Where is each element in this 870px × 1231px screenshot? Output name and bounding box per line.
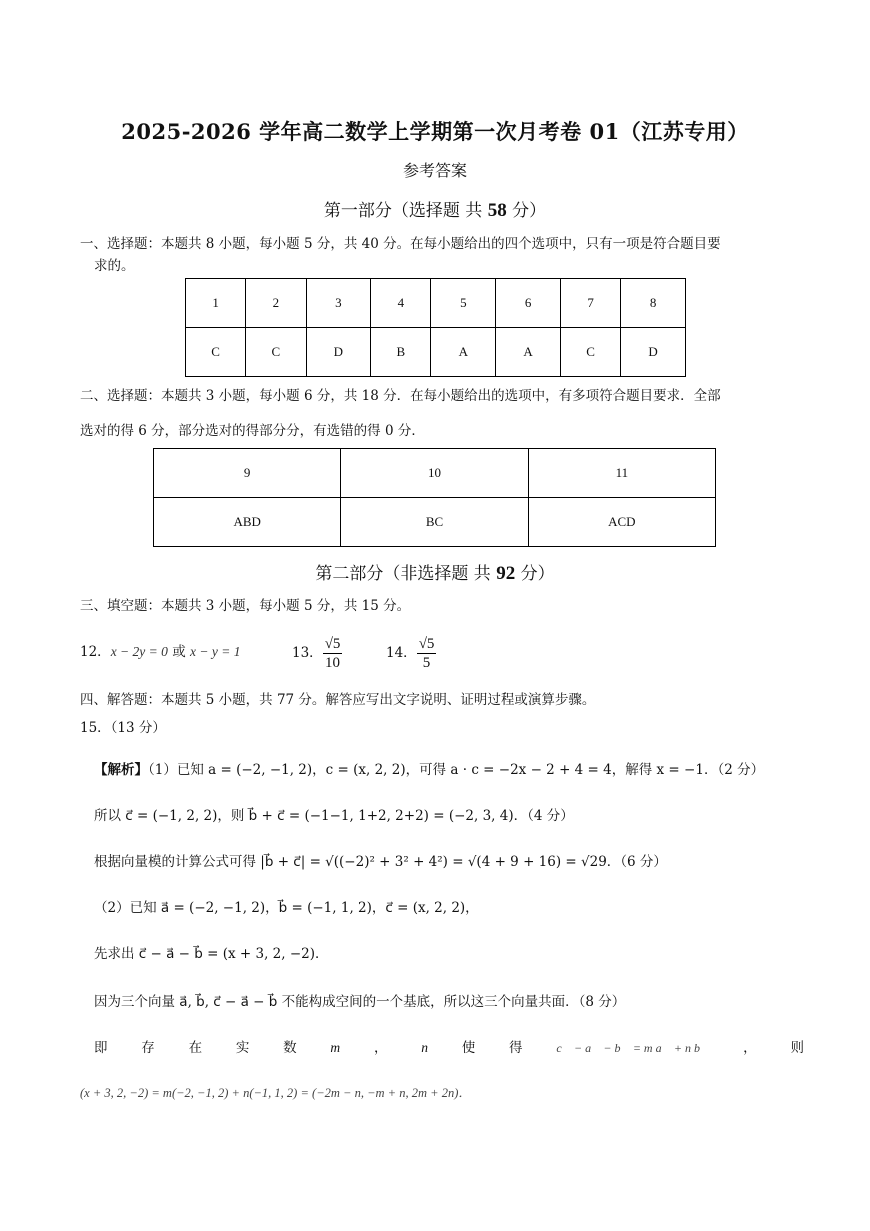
q12-answer: [80, 642, 240, 662]
q12-label: 12．: [80, 644, 111, 660]
table-cell: ACD: [528, 498, 715, 547]
section4-instruction: 四、解答题：本题共 5 小题，共 77 分。解答应写出文字说明、证明过程或演算步骤。: [80, 692, 596, 708]
part2-heading-pre: 第二部分（非选择题 共: [315, 564, 497, 584]
table-cell: A: [496, 328, 561, 377]
solution-word: ，: [373, 1040, 388, 1056]
solution-line-1-text: （1）已知 a = (−2, −1, 2)，c = (x, 2, 2)，可得 a · c = −2x − 2 + 4 = 4，解得 x = −1．（2 分）: [148, 762, 765, 778]
solution-word: 存: [141, 1040, 155, 1056]
q13-label: 13．: [292, 645, 323, 661]
table-cell: D: [306, 328, 371, 377]
table-cell: ABD: [154, 498, 341, 547]
table-cell: C: [560, 328, 620, 377]
q12-or: 或: [167, 644, 190, 660]
part1-heading-post: 分）: [506, 201, 547, 221]
table-row-answers: [186, 328, 686, 377]
solution-line-4: （2）已知 a⃗ = (−2, −1, 2)，b⃗ = (−1, 1, 2)，c⃗ = (x, 2, 2)，: [94, 900, 479, 916]
part2-heading: [0, 559, 870, 585]
part2-heading-post: 分）: [515, 564, 555, 584]
part1-heading-score: 58: [487, 200, 507, 221]
table-cell: 1: [186, 279, 246, 328]
table-cell: 2: [246, 279, 306, 328]
table-cell: A: [431, 328, 496, 377]
section3-instruction: 三、填空题：本题共 3 小题，每小题 5 分，共 15 分。: [80, 598, 411, 614]
solution-word: ，: [743, 1040, 757, 1056]
q12-equation-1: x − 2y = 0: [110, 644, 168, 659]
solution-line-5: 先求出 c⃗ − a⃗ − b⃗ = (x + 3, 2, −2)．: [94, 946, 329, 962]
solution-word: 实: [235, 1040, 250, 1056]
section1-instruction-line2: 求的。: [94, 258, 135, 274]
answer-table-multiple-choice: [153, 448, 716, 547]
solution-line-8: (x + 3, 2, −2) = m(−2, −1, 2) + n(−1, 1, 2) = (−2m − n, −m + n, 2m + 2n)．: [80, 1086, 471, 1100]
q15-header: 15．（13 分）: [80, 720, 166, 736]
table-cell: BC: [341, 498, 528, 547]
table-cell: D: [621, 328, 686, 377]
q12-equation-2: x − y = 1: [190, 644, 241, 659]
table-cell: 5: [431, 279, 496, 328]
table-cell: B: [371, 328, 431, 377]
solution-line-3: 根据向量模的计算公式可得 |b⃗ + c⃗| = √((−2)² + 3² + 4²) = √(4 + 9 + 16) = √29．（6 分）: [94, 854, 667, 870]
solution-word: m: [330, 1040, 341, 1055]
solution-word: 即: [94, 1040, 108, 1056]
table-cell: C: [186, 328, 246, 377]
solution-line-6: 因为三个向量 a⃗, b⃗, c⃗ − a⃗ − b⃗ 不能构成空间的一个基底，所以这三个向量共面．（8 分）: [94, 994, 626, 1010]
q14-label: 14．: [386, 645, 417, 661]
table-cell: 3: [306, 279, 371, 328]
table-row-question-numbers: [186, 279, 686, 328]
table-cell: 10: [341, 449, 528, 498]
part1-heading: [0, 196, 870, 222]
solution-word: 则: [790, 1040, 804, 1056]
solution-word: 得: [509, 1040, 523, 1056]
solution-word: 使: [461, 1040, 476, 1056]
table-cell: 11: [528, 449, 715, 498]
table-cell: 8: [621, 279, 686, 328]
analysis-tag: 【解析】: [94, 762, 148, 778]
q14-answer: [386, 630, 436, 676]
q13-numerator: √5: [324, 635, 341, 652]
solution-word: 数: [283, 1040, 297, 1056]
table-cell: 6: [496, 279, 561, 328]
q14-numerator: √5: [418, 635, 435, 652]
solution-line-7: [94, 1038, 804, 1058]
table-cell: 7: [560, 279, 620, 328]
solution-word: n: [421, 1040, 428, 1055]
document-subtitle: 参考答案: [402, 161, 467, 180]
section2-instruction-line1: 二、选择题：本题共 3 小题，每小题 6 分，共 18 分．在每小题给出的选项中，有多项符合题目要求．全部: [80, 388, 721, 404]
q13-denominator: 10: [325, 654, 341, 671]
solution-word: 在: [188, 1040, 203, 1056]
table-row-question-numbers: [154, 449, 716, 498]
table-cell: 4: [371, 279, 431, 328]
document-title: 2025-2026 学年高二数学上学期第一次月考卷 01（江苏专用）: [121, 119, 749, 144]
answer-table-single-choice: [185, 278, 686, 377]
solution-word: c⃗ − a⃗ − b⃗ = m a⃗ + n b⃗: [556, 1041, 710, 1055]
table-row-answers: [154, 498, 716, 547]
solution-line-2: 所以 c⃗ = (−1, 2, 2)，则 b⃗ + c⃗ = (−1−1, 1+2, 2+2) = (−2, 3, 4)．（4 分）: [94, 808, 574, 824]
q13-fraction: [323, 635, 343, 672]
part1-heading-pre: 第一部分（选择题 共: [323, 201, 488, 221]
table-cell: C: [246, 328, 306, 377]
q14-denominator: 5: [422, 654, 431, 671]
q14-fraction: [417, 635, 437, 672]
section2-instruction-line2: 选对的得 6 分，部分选对的得部分分，有选错的得 0 分．: [80, 423, 425, 439]
q13-answer: [292, 630, 342, 676]
table-cell: 9: [154, 449, 341, 498]
part2-heading-score: 92: [496, 563, 516, 584]
solution-line-1: [94, 760, 764, 780]
section1-instruction-line1: 一、选择题：本题共 8 小题，每小题 5 分，共 40 分。在每小题给出的四个选项中，只有一项是符合题目要: [80, 236, 721, 252]
